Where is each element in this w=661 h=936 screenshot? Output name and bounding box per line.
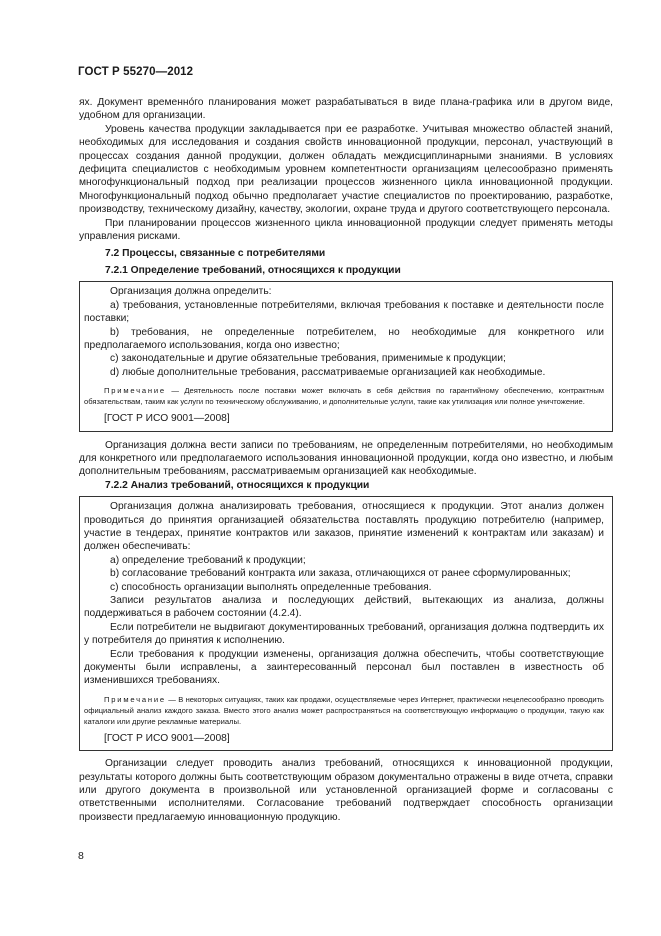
section-7-2-1-heading: 7.2.1 Определение требований, относящихся к продукции	[105, 264, 401, 276]
document-body	[79, 96, 613, 824]
section-7-2-heading: 7.2 Процессы, связанные с потребителями	[105, 248, 326, 260]
list-item-a: а) определение требований к продукции;	[110, 554, 306, 566]
standard-reference: [ГОСТ Р ИСО 9001—2008]	[104, 732, 230, 744]
section-7-2-2-heading: 7.2.2 Анализ требований, относящихся к продукции	[105, 479, 370, 491]
note-label: Примечание	[104, 694, 166, 704]
list-item-b: b) согласование требований контракта или заказа, отличающихся от ранее сформулированных;	[110, 568, 571, 580]
list-item-c: c) способность организации выполнять определенные требования.	[110, 581, 432, 593]
standard-reference: [ГОСТ Р ИСО 9001—2008]	[104, 413, 230, 425]
document-header: ГОСТ Р 55270—2012	[78, 66, 194, 78]
quote-box-7-2-2	[79, 496, 613, 751]
intro-paragraph-1: ях. Документ временно́го планирования может разрабатываться в виде плана-графика или в другом виде, удобном для организации.	[79, 97, 613, 122]
intro-paragraph-3: При планировании процессов жизненного цикла инновационной продукции следует применять методы управления рисками.	[79, 217, 613, 243]
paragraph-after-7-2-1: Организация должна вести записи по требованиям, не определенным потребителями, но необходимым для конкретного или предполагаемого использования инновационной продукции, когда оно известно, и любым дополнительным требованиям, рассматриваемым организацией как необходимые.	[79, 439, 613, 478]
quote-box-7-2-1	[79, 281, 613, 431]
records-paragraph: Записи результатов анализа и последующих действий, вытекающих из анализа, должны поддерживаться в рабочем состоянии (4.2.4).	[84, 595, 604, 620]
note-text: — В некоторых ситуациях, таких как продажи, осуществляемые через Интернет, практически нецелесообразно проводить официальный анализ каждого заказа. Вместо этого анализ может распространяться на соответствующую информацию о продукции, такую как каталоги или другие рекламные материалы.	[84, 694, 604, 726]
note-7-2-2	[84, 694, 604, 727]
list-item-d: d) любые дополнительные требования, рассматриваемые организацией как необходимые.	[110, 366, 546, 378]
list-item-a: а) требования, установленные потребителями, включая требования к поставке и деятельности после поставки;	[84, 299, 604, 325]
changed-requirements-paragraph: Если требования к продукции изменены, организация должна обеспечить, чтобы соответствующие документы были исправлены, а заинтересованный персонал был поставлен в известность об изменившихся требованиях.	[84, 648, 604, 687]
list-item-c: c) законодательные и другие обязательные требования, применимые к продукции;	[110, 353, 506, 365]
list-item-b: b) требования, не определенные потребителем, но необходимые для конкретного или предполагаемого использования, когда оно известно;	[84, 326, 604, 351]
box-lead: Организация должна анализировать требования, относящиеся к продукции. Этот анализ должен проводиться до принятия организацией обязательства поставлять продукцию потребителю (например, участие в тендерах, принятие контрактов или заказов, принятие изменений к контрактам или заказам) и должен обеспечивать:	[84, 501, 604, 553]
note-7-2-1	[84, 385, 604, 407]
note-text: — Деятельность после поставки может включать в себя действия по гарантийному обеспечению, контрактным обязательствам, таким как услуги по техническому обслуживанию, и дополнительные услуги, такие как утилизация или полное уничтожение.	[84, 386, 604, 407]
intro-paragraph-2: Уровень качества продукции закладывается при ее разработке. Учитывая множество областей знаний, необходимых для исследования и создания свойств инновационной продукции, персонал, участвующий в процессах создания данной продукции, должен обладать междисциплинарными знаниями. В условиях дефицита специалистов с необходимым уровнем компетентности организациям целесообразно применять многофункциональный подход при реализации процессов жизненного цикла инновационной продукции. Многофункциональный подход обычно предполагает участие специалистов по проектированию, разработке, производству, техническому дизайну, качеству, экологии, охране труда и другого соответствующего персонала.	[79, 123, 613, 216]
box-lead: Организация должна определить:	[110, 286, 272, 298]
page-number: 8	[78, 850, 84, 862]
note-label: Примечание	[104, 386, 166, 396]
undocumented-requirements-paragraph: Если потребители не выдвигают документированных требований, организация должна подтвердить их у потребителя до принятия к исполнению.	[84, 621, 604, 647]
paragraph-after-7-2-2: Организации следует проводить анализ требований, относящихся к инновационной продукции, результаты которого должны быть соответствующим образом документально отражены в виде отчета, справки или другого документа в произвольной или установленной организацией форме и согласованы с ответственными исполнителями. Согласование требований подтверждает способность организации произвести предлагаемую инновационную продукцию.	[79, 758, 613, 823]
